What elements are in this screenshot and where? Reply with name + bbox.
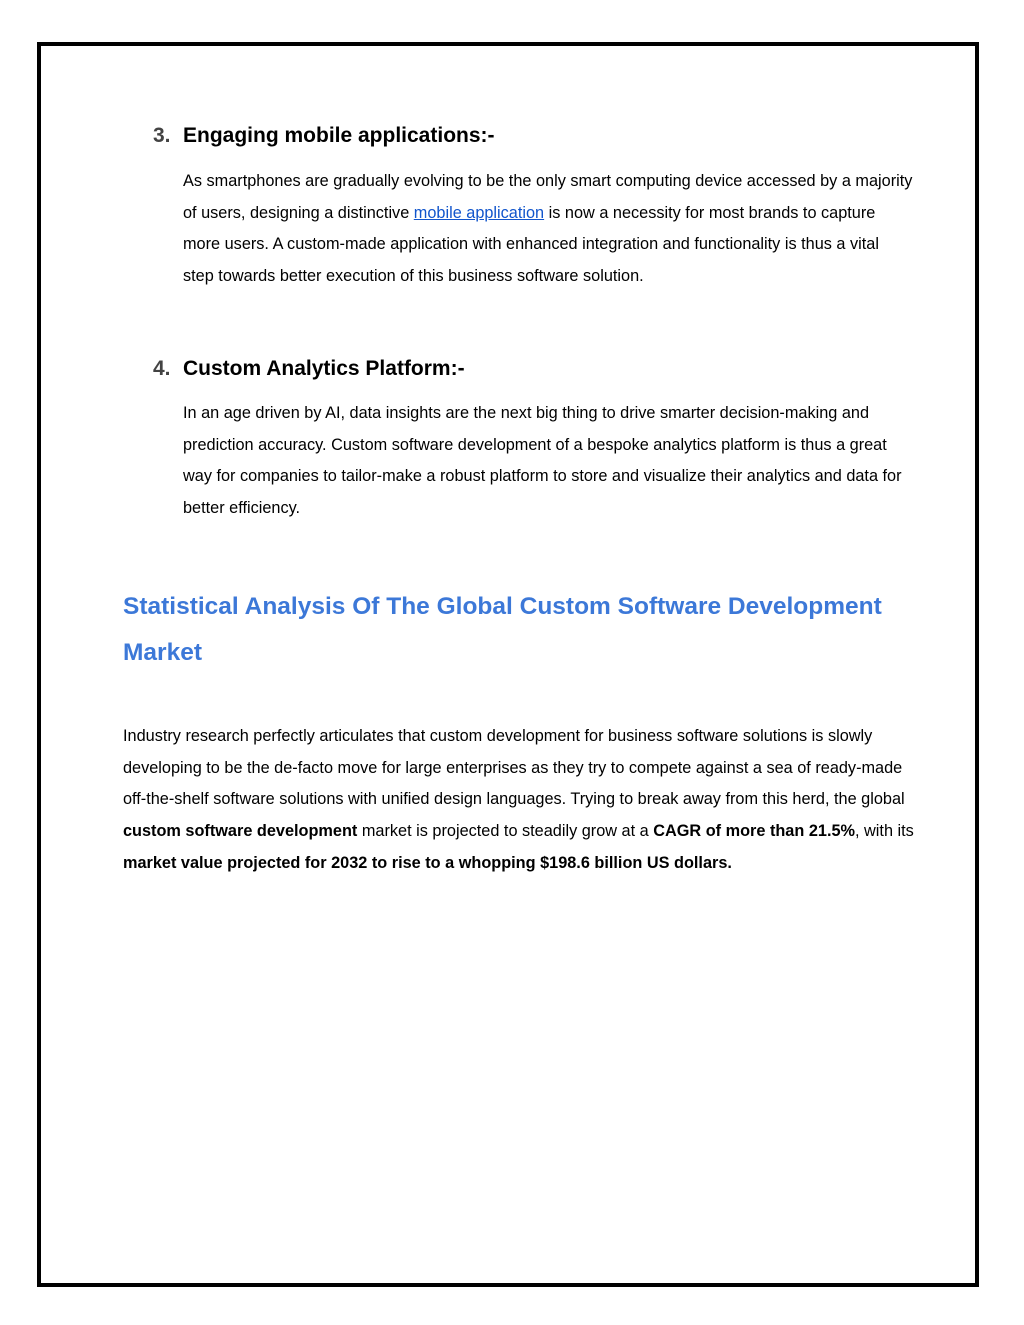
item-number: 4. xyxy=(153,357,171,380)
section-heading: Statistical Analysis Of The Global Custom Software Development Market xyxy=(123,593,882,666)
body-text: As smartphones are gradually evolving to be the only smart computing device accessed by a majority of users, designing a distinctive xyxy=(183,172,913,222)
mobile-application-link[interactable]: mobile application xyxy=(413,203,545,222)
page-frame xyxy=(37,42,979,1287)
item-number: 3. xyxy=(153,124,171,147)
item-body: In an age driven by AI, data insights are the next big thing to drive smarter decision-making and prediction accuracy. Custom software development of a bespoke analytics platform is thus a great way for companies to tailor-make a robust platform to store and visualize their analytics and data for better efficiency. xyxy=(183,404,902,518)
section-paragraph xyxy=(123,721,923,880)
item-title: Engaging mobile applications:- xyxy=(183,124,495,147)
paragraph-text: Industry research perfectly articulates that custom development for business software solutions is slowly developing to be the de-facto move for large enterprises as they try to compete against a sea of ready-made off-the-shelf software solutions with unified design languages. Trying to break away from this herd, the global xyxy=(123,727,905,809)
item-heading xyxy=(153,355,465,383)
item-body xyxy=(183,166,913,293)
paragraph-text: , with its xyxy=(855,822,914,841)
body-text: is now a necessity for most brands to capture more users. A custom-made application with enhanced integration and functionality is thus a vital step towards better execution of this business software solution. xyxy=(183,203,879,286)
bold-text: custom software development xyxy=(123,822,358,841)
bold-text: CAGR of more than 21.5% xyxy=(653,822,855,841)
bold-text: market value projected for 2032 to rise to a whopping $198.6 billion US dollars. xyxy=(123,853,732,872)
paragraph-text: market is projected to steadily grow at a xyxy=(357,822,654,841)
item-heading xyxy=(153,122,495,150)
item-title: Custom Analytics Platform:- xyxy=(183,357,465,380)
